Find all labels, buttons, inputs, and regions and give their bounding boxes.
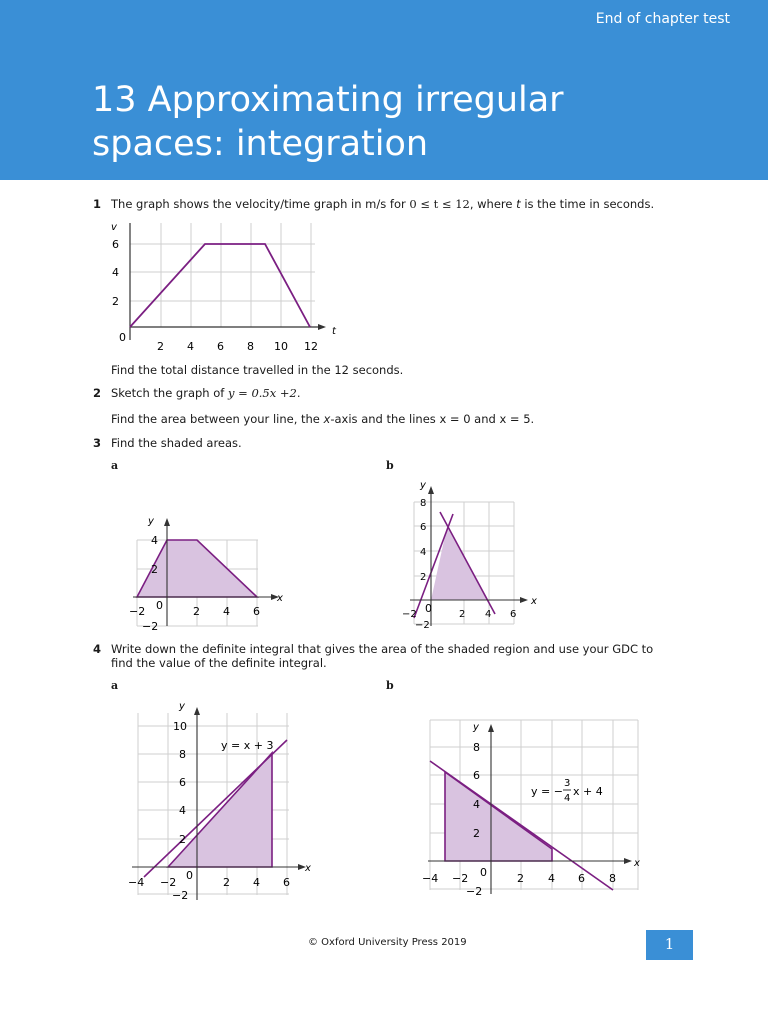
q4a-x-tick: 2: [223, 876, 230, 889]
title-line-2: spaces: integration: [92, 124, 429, 164]
q3b-graph: [398, 476, 543, 634]
q4-label-a: a: [111, 679, 119, 692]
q4a-origin: 0: [186, 869, 193, 882]
q3b-y-tick: −2: [415, 620, 430, 631]
q4a-line-label: y = x + 3: [221, 739, 274, 752]
question-2-number: 2: [93, 386, 102, 400]
q4b-x-tick: 4: [548, 872, 555, 885]
q2-text-a: Sketch the graph of: [111, 386, 225, 400]
q2-line2-e: x = 5.: [499, 412, 535, 426]
q4a-x-tick: −4: [128, 876, 145, 889]
q4b-x-tick: −2: [452, 872, 469, 885]
q1-text-b: , where: [469, 197, 513, 211]
section-tag: End of chapter test: [595, 11, 730, 27]
q1-x-arrow-icon: [318, 324, 326, 330]
q3a-x-label: x: [277, 593, 283, 604]
q3b-x-tick: 4: [485, 609, 492, 620]
q2-line2-c: x = 0: [439, 412, 471, 426]
q3b-x-arrow-icon: [520, 597, 528, 603]
q3b-origin: 0: [425, 602, 432, 615]
q2-line2-d: and: [474, 412, 496, 426]
q4a-x-tick: −2: [160, 876, 177, 889]
q2-line2-a: Find the area between your line, the: [111, 412, 320, 426]
q4b-x-arrow-icon: [624, 858, 632, 864]
q1-velocity-graph: [105, 215, 345, 360]
q4b-line-label-prefix: y = −: [531, 785, 563, 798]
q3b-x-tick: −2: [402, 609, 417, 620]
q4b-x-tick: 8: [609, 872, 616, 885]
question-2-text: [111, 386, 300, 400]
q4a-y-tick: 8: [179, 748, 186, 761]
q3a-y-tick: 4: [151, 534, 158, 547]
q3b-y-tick: 4: [420, 547, 427, 558]
title-line-1: 13 Approximating irregular: [92, 80, 564, 120]
q4b-origin: 0: [480, 866, 487, 879]
q3-label-a: a: [111, 459, 119, 472]
q4b-line-label: [531, 778, 603, 804]
q1-var-t: t: [516, 197, 521, 211]
copyright: © Oxford University Press 2019: [308, 937, 467, 948]
q1-grid: [130, 223, 315, 327]
q4b-y-tick: 2: [473, 827, 480, 840]
q3a-y-tick: 2: [151, 563, 158, 576]
q4-text-line-2: find the value of the definite integral.: [111, 656, 327, 670]
q4b-fraction-numerator: 3: [564, 778, 571, 789]
q4b-line-label-suffix: x + 4: [573, 785, 603, 798]
q4b-y-tick: 6: [473, 769, 480, 782]
question-3-text: Find the shaded areas.: [111, 436, 242, 450]
q3a-x-tick: 4: [223, 605, 230, 618]
q4a-y-tick: 10: [173, 720, 187, 733]
q4-label-b: b: [386, 679, 394, 692]
q1-x-tick: 6: [217, 340, 224, 353]
question-2-line-2: [111, 412, 534, 426]
q1-x-tick: 4: [187, 340, 194, 353]
q1-x-label: t: [332, 326, 336, 337]
q1-origin: 0: [119, 331, 126, 344]
q4b-x-tick: −4: [422, 872, 439, 885]
q1-text-c: is the time in seconds.: [524, 197, 655, 211]
q4a-y-tick: 2: [179, 833, 186, 846]
q1-y-tick: 2: [112, 295, 119, 308]
q1-x-tick: 10: [274, 340, 288, 353]
q4b-y-tick: 4: [473, 798, 480, 811]
q2-dot: .: [296, 386, 301, 400]
q4b-y-tick: 8: [473, 741, 480, 754]
q2-equation: y = 0.5x +2: [228, 386, 297, 400]
q3a-x-tick: −2: [129, 605, 146, 618]
q4a-graph: [124, 695, 324, 907]
q3b-y-arrow-icon: [428, 486, 434, 494]
q3b-x-tick: 6: [510, 609, 517, 620]
q3b-y-tick: 2: [420, 572, 427, 583]
q4b-y-arrow-icon: [488, 724, 494, 732]
question-1-number: 1: [93, 197, 102, 211]
q4b-x-tick: 6: [578, 872, 585, 885]
q4a-x-tick: 6: [283, 876, 290, 889]
q1-y-label: v: [111, 222, 117, 233]
q4a-y-arrow-icon: [194, 707, 200, 715]
q1-follow-up: Find the total distance travelled in the 12 seconds.: [111, 363, 404, 377]
q4a-x-label: x: [305, 863, 311, 874]
q4-text-line-1: Write down the definite integral that gives the area of the shaded region and use your GDC to: [111, 642, 654, 656]
q3b-y-label: y: [420, 480, 426, 491]
q4b-y-label: y: [473, 722, 479, 733]
q4a-y-tick: −2: [172, 889, 189, 902]
question-4-number: 4: [93, 642, 102, 656]
q3a-x-tick: 6: [253, 605, 260, 618]
q3a-origin: 0: [156, 599, 163, 612]
q4b-fraction-denominator: 4: [564, 793, 571, 804]
q1-y-tick: 4: [112, 266, 119, 279]
q4b-y-tick: −2: [466, 885, 483, 898]
page-title: [92, 78, 564, 166]
q3-label-b: b: [386, 459, 394, 472]
q1-x-tick: 12: [304, 340, 318, 353]
q3b-x-tick: 2: [459, 609, 466, 620]
q2-x-var: x: [323, 412, 331, 426]
q4b-x-tick: 2: [517, 872, 524, 885]
q3b-y-tick: 6: [420, 522, 427, 533]
chapter-banner: [0, 0, 768, 180]
q4a-y-tick: 6: [179, 776, 186, 789]
question-1-text: [111, 197, 654, 211]
q3b-shaded-region: [431, 527, 487, 600]
q1-x-tick: 2: [157, 340, 164, 353]
question-4-text: [111, 642, 691, 670]
q2-line2-b: -axis and the lines: [330, 412, 436, 426]
q1-x-tick: 8: [247, 340, 254, 353]
q4b-x-label: x: [634, 858, 640, 869]
q3a-y-tick: −2: [142, 620, 159, 633]
q3a-graph: [125, 512, 290, 634]
q3b-x-label: x: [531, 596, 537, 607]
q4b-graph: [418, 718, 648, 900]
q3a-x-tick: 2: [193, 605, 200, 618]
q3a-y-arrow-icon: [164, 518, 170, 526]
q4a-y-label: y: [179, 701, 185, 712]
q4a-x-tick: 4: [253, 876, 260, 889]
q3a-y-label: y: [148, 516, 154, 527]
page-number: 1: [646, 930, 693, 960]
q1-velocity-line: [130, 244, 310, 327]
q3b-y-tick: 8: [420, 498, 427, 509]
q1-range: 0 ≤ t ≤ 12: [409, 197, 470, 211]
question-3-number: 3: [93, 436, 102, 450]
q4a-y-tick: 4: [179, 804, 186, 817]
q1-text-a: The graph shows the velocity/time graph in m/s for: [111, 197, 406, 211]
q1-y-tick: 6: [112, 238, 119, 251]
